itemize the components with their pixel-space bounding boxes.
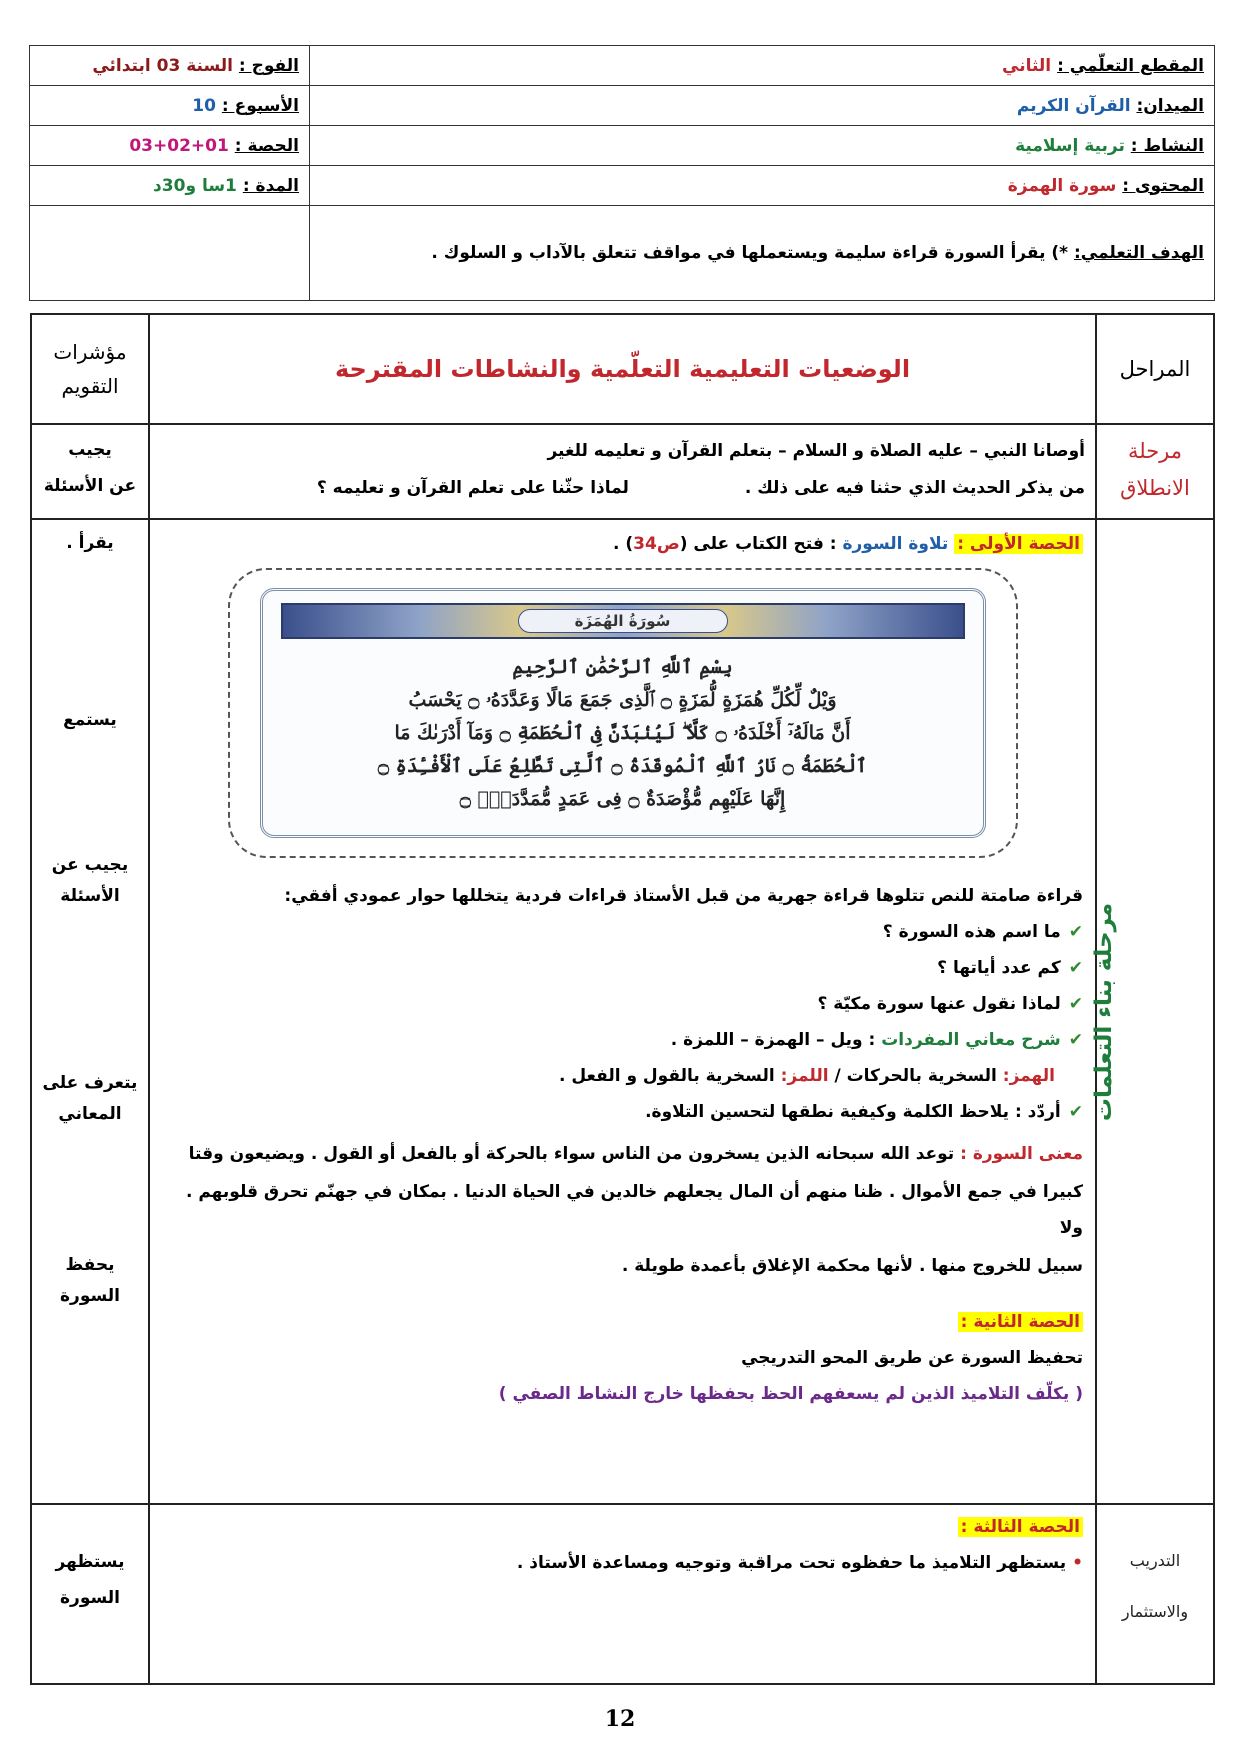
segment-cell	[310, 46, 1215, 86]
lamz-label: اللمز:	[780, 1066, 829, 1086]
training-stage	[1096, 1504, 1214, 1684]
definitions-line	[162, 1064, 1083, 1088]
indicator-answer	[32, 850, 148, 911]
meaning-line1: توعد الله سبحانه الذين يسخرون من الناس سواء بالحركة أو بالفعل أو القول . ويضيعون وقتا	[188, 1144, 955, 1164]
lesson-sheet	[30, 45, 1215, 1685]
indicator-memorize-line1: يحفظ	[65, 1255, 115, 1275]
surah-banner	[281, 603, 965, 639]
indicator-meanings	[32, 1068, 148, 1129]
activity-value: تربية إسلامية	[1015, 135, 1125, 156]
training-indicator	[31, 1504, 149, 1684]
indicator-meanings-line1: يتعرف على	[42, 1073, 138, 1093]
session2-label: الحصة الثانية :	[958, 1312, 1083, 1332]
session-label: الحصة :	[234, 135, 299, 156]
surah-title: سُورَةُ الهُمَزَة	[518, 609, 728, 633]
verse-line: أَنَّ مَالَهُۥٓ أَخْلَدَهُۥ ۝ كَلَّا ۖ لَيُنۢبَذَنَّ فِى ٱلْحُطَمَةِ ۝ وَمَآ أَدْرَىٰكَ مَا	[394, 722, 851, 744]
build-stage	[1090, 519, 1214, 1504]
launch-stage	[1096, 424, 1214, 519]
segment-value: الثاني	[1002, 55, 1052, 76]
verse-line: ٱلْحُطَمَةُ ۝ نَارُ ٱللَّهِ ٱلْمُوقَدَةُ ۝ ٱلَّتِى تَطَّلِعُ عَلَى ٱلْأَفْـِٔدَةِ ۝	[377, 755, 868, 777]
training-stage-line1: التدريب	[1129, 1551, 1181, 1570]
session2-note	[162, 1382, 1083, 1406]
training-indicator-line1: يستظهر	[55, 1552, 125, 1572]
launch-question1: من يذكر الحديث الذي حثنا فيه على ذلك .	[744, 478, 1085, 499]
situations-header: الوضعيات التعليمية التعلّمية والنشاطات المقترحة	[149, 314, 1096, 424]
group-cell	[30, 46, 310, 86]
indicators-header-line1: مؤشرات	[53, 340, 127, 364]
indicator-answer-line2: الأسئلة	[60, 885, 120, 906]
surah-frame	[228, 568, 1018, 858]
question-text: كم عدد أياتها ؟	[937, 958, 1061, 978]
lesson-info-table	[29, 45, 1215, 301]
content-cell	[310, 166, 1215, 206]
week-label: الأسبوع :	[221, 95, 299, 116]
session3-line	[162, 1515, 1083, 1539]
vocab-label: شرح معاني المفردات	[881, 1030, 1061, 1050]
launch-indicator-line1: يجيب	[68, 440, 112, 460]
session-cell	[30, 126, 310, 166]
group-label: الفوج :	[238, 55, 299, 76]
training-stage-line2: والاستثمار	[1121, 1602, 1189, 1622]
meaning-line3: سبيل للخروج منها . لأنها محكمة الإغلاق بأعمدة طويلة .	[621, 1256, 1083, 1276]
lamz-text: السخرية بالقول و الفعل .	[558, 1066, 775, 1086]
launch-content	[149, 424, 1096, 519]
session1-text: : فتح الكتاب على (	[679, 534, 837, 554]
training-indicator-line2: السورة	[60, 1587, 120, 1608]
build-content	[149, 519, 1096, 1504]
launch-stage-line1: مرحلة	[1127, 439, 1183, 463]
field-label: الميدان:	[1136, 95, 1204, 116]
duration-cell	[30, 166, 310, 206]
launch-question2: لماذا حثّنا على تعلم القرآن و تعليمه ؟	[316, 478, 629, 499]
checkmark-icon: ✔	[1068, 922, 1083, 942]
field-cell	[310, 86, 1215, 126]
verse-line: إِنَّهَا عَلَيْهِم مُّؤْصَدَةٌ ۝ فِى عَمَدٍ مُّمَدَّدَةٍۭ ۝	[459, 788, 786, 810]
session2-line	[162, 1310, 1083, 1334]
session1-line	[162, 532, 1083, 556]
build-stage-label: مرحلة بناء التعلمات	[1090, 902, 1117, 1121]
duration-value: 1سا و30د	[153, 175, 237, 196]
content-value: سورة الهمزة	[1007, 175, 1117, 196]
week-value: 10	[192, 95, 216, 116]
checkmark-icon: ✔	[1068, 958, 1083, 978]
repeat-item	[162, 1100, 1083, 1124]
group-value: السنة 03 ابتدائي	[92, 55, 233, 76]
checkmark-icon: ✔	[1068, 994, 1083, 1014]
session2-note-text: ( يكلّف التلاميذ الذين لم يسعفهم الحظ بحفظها خارج النشاط الصفي )	[498, 1384, 1083, 1404]
meaning-paragraph	[162, 1136, 1083, 1172]
goal-label: الهدف التعلمي:	[1074, 243, 1204, 263]
goal-text: *) يقرأ السورة قراءة سليمة ويستعملها في مواقف تتعلق بالآداب و السلوك .	[431, 243, 1069, 263]
indicator-meanings-line2: المعاني	[58, 1103, 122, 1124]
indicator-read: يقرأ .	[66, 533, 114, 553]
indicator-memorize-line2: السورة	[60, 1285, 120, 1306]
goal-empty-cell	[30, 206, 310, 301]
question-item	[162, 992, 1083, 1016]
indicators-header	[31, 314, 149, 424]
goal-cell	[310, 206, 1215, 301]
vocab-text: : ويل – الهمزة – اللمزة .	[670, 1030, 876, 1050]
repeat-text: أردّد : يلاحظ الكلمة وكيفية نطقها لتحسين التلاوة.	[645, 1102, 1061, 1122]
hamz-text: السخرية بالحركات /	[834, 1066, 997, 1086]
verse-line: بِسْمِ ٱللَّهِ ٱلرَّحْمَٰنِ ٱلرَّحِيمِ	[512, 656, 733, 678]
duration-label: المدة :	[242, 175, 299, 196]
activity-cell	[310, 126, 1215, 166]
week-cell	[30, 86, 310, 126]
segment-label: المقطع التعلّمي :	[1057, 55, 1204, 76]
session1-end: ) .	[613, 534, 634, 554]
content-label: المحتوى :	[1122, 175, 1204, 196]
checkmark-icon: ✔	[1068, 1102, 1083, 1122]
training-content	[149, 1504, 1096, 1684]
surah-page-image	[260, 588, 986, 838]
meaning-line2: كبيرا في جمع الأموال . ظنا منهم أن المال يجعلهم خالدين في الحياة الدنيا . بمكان في جهنّم تحرق قلوبهم . ولا	[185, 1182, 1083, 1238]
indicator-answer-line1: يجيب عن	[51, 855, 129, 875]
launch-indicator	[31, 424, 149, 519]
checkmark-icon: ✔	[1068, 1030, 1083, 1050]
lesson-plan-table	[30, 313, 1215, 1685]
surah-verses	[281, 651, 965, 816]
verse-line: وَيْلٌ لِّكُلِّ هُمَزَةٍ لُّمَزَةٍ ۝ ٱلَّذِى جَمَعَ مَالًا وَعَدَّدَهُۥ ۝ يَحْسَبُ	[408, 689, 837, 711]
launch-indicator-line2: عن الأسئلة	[43, 475, 137, 496]
question-item	[162, 920, 1083, 944]
session3-text: يستظهر التلاميذ ما حفظوه تحت مراقبة وتوجيه ومساعدة الأستاذ .	[516, 1553, 1067, 1573]
launch-line2	[160, 470, 1085, 507]
question-text: ما اسم هذه السورة ؟	[882, 922, 1061, 942]
launch-stage-line2: الانطلاق	[1120, 475, 1190, 500]
launch-line1: أوصانا النبي – عليه الصلاة و السلام – بتعلم القرآن و تعليمه للغير	[547, 441, 1085, 461]
stages-header: المراحل	[1096, 314, 1214, 424]
field-value: القرآن الكريم	[1016, 95, 1131, 116]
indicator-listen: يستمع	[63, 710, 117, 730]
reading-instruction: قراءة صامتة للنص تتلوها قراءة جهرية من قبل الأستاذ قراءات فردية يتخللها حوار عمودي أفقي:	[284, 886, 1083, 906]
indicator-memorize	[32, 1250, 148, 1311]
hamz-label: الهمز:	[1002, 1066, 1055, 1086]
page-number: 12	[604, 1706, 636, 1732]
bullet-icon: •	[1072, 1553, 1083, 1573]
indicators-header-line2: التقويم	[61, 374, 119, 398]
build-indicators	[31, 519, 149, 1504]
activity-label: النشاط :	[1130, 135, 1204, 156]
question-item	[162, 956, 1083, 980]
session3-label: الحصة الثالثة :	[958, 1517, 1083, 1537]
session1-recite: تلاوة السورة	[842, 534, 949, 554]
session3-item	[162, 1551, 1083, 1575]
vocab-item	[162, 1028, 1083, 1052]
session1-label: الحصة الأولى :	[954, 534, 1083, 554]
question-text: لماذا نقول عنها سورة مكيّة ؟	[817, 994, 1061, 1014]
session-value: 01+02+03	[129, 135, 229, 156]
meaning-label: معنى السورة :	[960, 1144, 1083, 1164]
session1-page: ص34	[633, 534, 680, 554]
session2-text: تحفيظ السورة عن طريق المحو التدريجي	[741, 1348, 1083, 1368]
